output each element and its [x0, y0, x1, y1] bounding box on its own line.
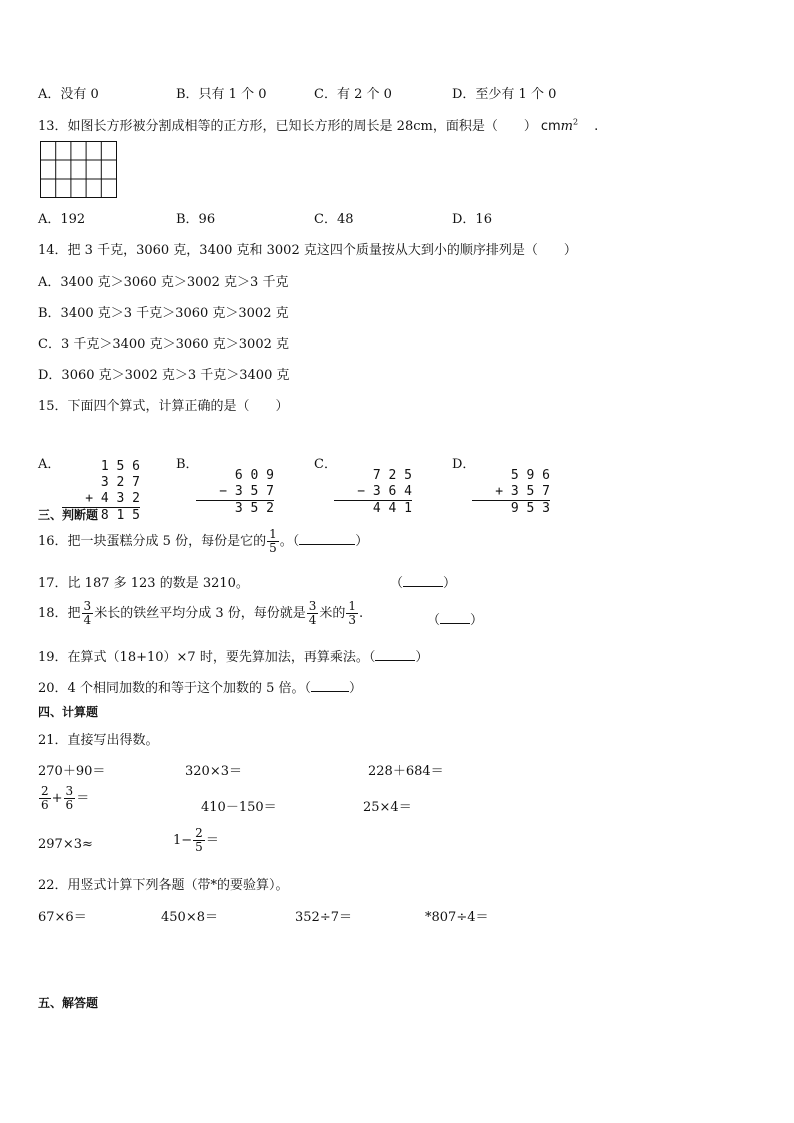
q15-vertical-sum-a: 1 5 6 3 2 7 + 4 3 2 8 1 5 — [62, 427, 140, 540]
q13-option-a: A．192 — [38, 212, 86, 227]
q18-question: 18．把 $\frac{3}{4}$ 米长的铁丝平均分成 3 份，每份就是 $\frac{3}{4}$ 米的 $\frac{1}{3}$ . — [38, 599, 364, 627]
answer-blank — [299, 533, 355, 545]
q19-question: 19．在算式（18+10）×7 时，要先算加法，再算乘法。（ ） — [38, 650, 429, 665]
q15-label-d: D． — [452, 457, 476, 472]
q21-fraction-sum: $\frac{2}{6}$ + $\frac{3}{6}$ ＝ — [41, 784, 90, 812]
q15-vertical-sum-d: 5 9 6 + 3 5 7 9 5 3 — [472, 436, 550, 533]
q12-option-c: C．有 2 个 0 — [314, 87, 392, 102]
answer-blank — [440, 612, 470, 624]
answer-blank — [375, 649, 415, 661]
q21-item: 410－150＝ — [201, 800, 277, 815]
q22-question: 22．用竖式计算下列各题（带*的要验算）。 — [38, 878, 289, 893]
q15-vertical-diff-c: 7 2 5 − 3 6 4 4 4 1 — [334, 436, 412, 533]
q20-question: 20．4 个相同加数的和等于这个加数的 5 倍。（ ） — [38, 681, 362, 696]
section-5-heading: 五、解答题 — [38, 996, 99, 1010]
q22-item: 67×6＝ — [38, 910, 87, 925]
q22-item: *807÷4＝ — [425, 910, 489, 925]
q12-option-d: D．至少有 1 个 0 — [452, 87, 557, 102]
q15-label-c: C． — [314, 457, 337, 472]
section-3-heading: 三、判断题 — [38, 508, 99, 522]
q21-fraction-diff: 1− $\frac{2}{5}$ ＝ — [173, 826, 219, 854]
answer-blank — [403, 575, 443, 587]
q21-item: 297×3≈ — [38, 837, 93, 852]
q15-label-a: A． — [38, 457, 61, 472]
q22-item: 352÷7＝ — [295, 910, 352, 925]
q13-option-b: B．96 — [176, 212, 216, 227]
q16-question: 16．把一块蛋糕分成 5 份，每份是它的 $\frac{1}{5}$ 。（ ） — [38, 527, 369, 555]
q22-item: 450×8＝ — [161, 910, 218, 925]
q14-option-a: A．3400 克＞3060 克＞3002 克＞3 千克 — [38, 275, 289, 290]
q12-option-b: B．只有 1 个 0 — [176, 87, 267, 102]
q21-item: 228＋684＝ — [368, 764, 444, 779]
q15-vertical-diff-b: 6 0 9 − 3 5 7 3 5 2 — [196, 436, 274, 533]
q18-answer: （ ） — [427, 613, 484, 628]
section-4-heading: 四、计算题 — [38, 705, 99, 719]
q14-question: 14．把 3 千克，3060 克，3400 克和 3002 克这四个质量按从大到小的顺序排列是（ ） — [38, 243, 577, 258]
q13-option-d: D．16 — [452, 212, 492, 227]
q21-question: 21．直接写出得数。 — [38, 733, 159, 748]
q15-question: 15．下面四个算式，计算正确的是（ ） — [38, 399, 289, 414]
rectangle-grid-figure — [40, 141, 118, 199]
q12-option-a: A．没有 0 — [38, 87, 99, 102]
q14-option-b: B．3400 克＞3 千克＞3060 克＞3002 克 — [38, 306, 289, 321]
q13-option-c: C．48 — [314, 212, 354, 227]
q15-label-b: B． — [176, 457, 199, 472]
q17-question: 17．比 187 多 123 的数是 3210。 — [38, 576, 249, 591]
q21-item: 25×4＝ — [363, 800, 412, 815]
q21-item: 320×3＝ — [185, 764, 242, 779]
q13-question: 13．如图长方形被分割成相等的正方形，已知长方形的周长是 28cm，面积是（ ） cmm$^2$ . — [38, 117, 599, 134]
q14-option-d: D．3060 克＞3002 克＞3 千克＞3400 克 — [38, 368, 290, 383]
fraction: $\frac{1}{5}$ — [269, 527, 277, 555]
answer-blank — [311, 680, 349, 692]
q21-item: 270＋90＝ — [38, 764, 106, 779]
q14-option-c: C．3 千克＞3400 克＞3060 克＞3002 克 — [38, 337, 289, 352]
q17-answer: （ ） — [390, 576, 457, 591]
